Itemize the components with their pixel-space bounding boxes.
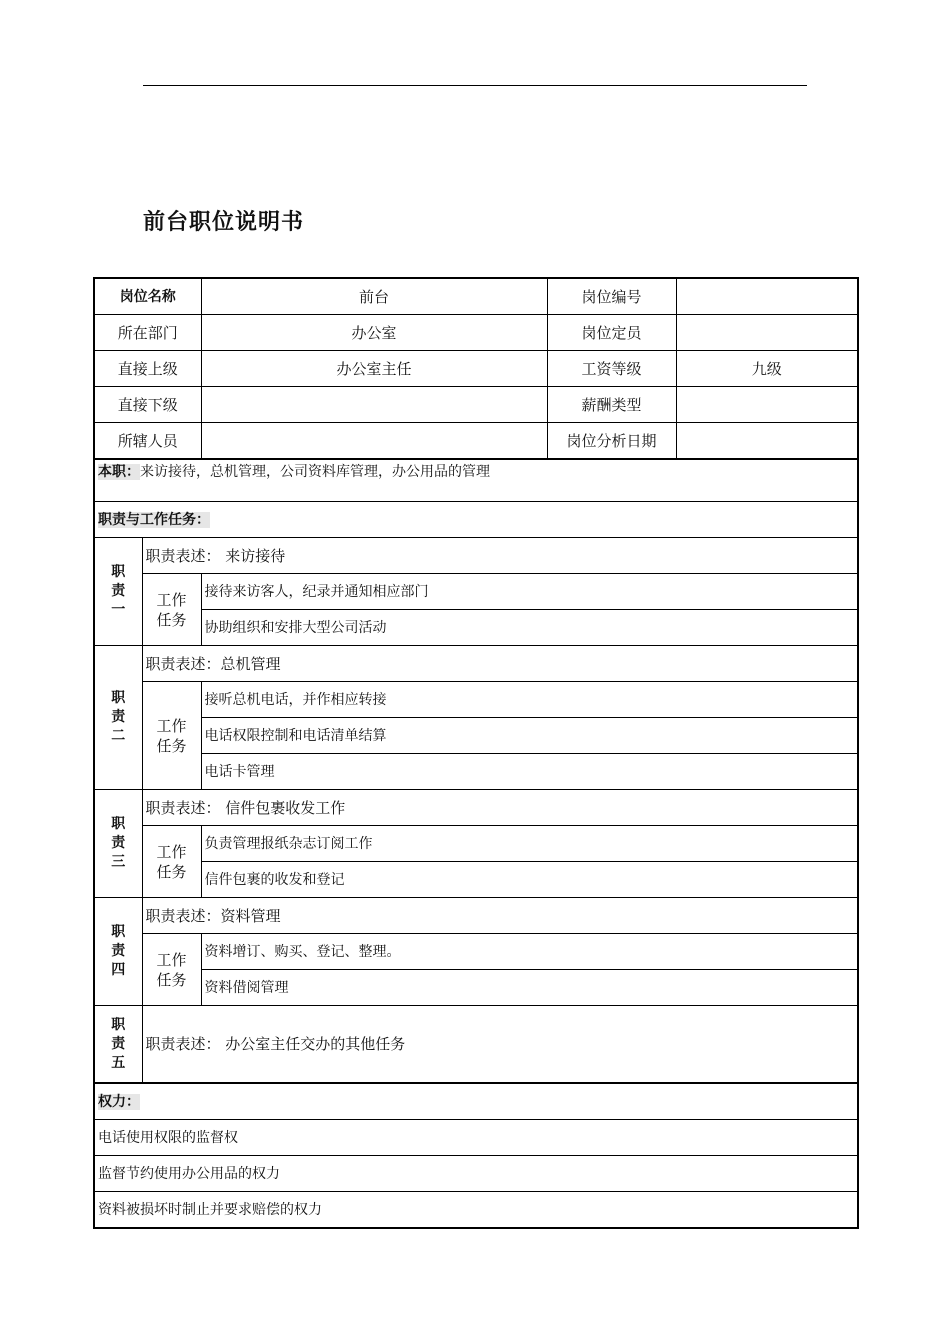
scope-row: [94, 459, 858, 502]
duty-label-3: 职 责 三: [94, 790, 142, 898]
subordinate-value: [201, 387, 547, 423]
position-name-value: 前台: [201, 278, 547, 315]
document-title: 前台职位说明书: [143, 210, 305, 235]
department-value: 办公室: [201, 315, 547, 351]
duties-heading-row: [94, 502, 858, 538]
headcount-value: [676, 315, 858, 351]
duty-4-task-1: 资料增订、购买、登记、整理。: [201, 934, 858, 970]
duty-label-4: 职 责 四: [94, 898, 142, 1006]
department-label: 所在部门: [94, 315, 201, 351]
staff-label: 所辖人员: [94, 423, 201, 460]
rights-row-3: [94, 1192, 858, 1229]
duty-4-task-2: 资料借阅管理: [201, 970, 858, 1006]
duty-block-4: [94, 898, 858, 1006]
rights-heading-cell: [94, 1083, 858, 1120]
grade-value: 九级: [676, 351, 858, 387]
duties-heading: 职责与工作任务：: [98, 511, 210, 528]
info-row-subordinate: [94, 387, 858, 423]
duty-block-1: [94, 538, 858, 646]
duty-2-task-3: 电话卡管理: [201, 754, 858, 790]
duty-label-1: 职 责 一: [94, 538, 142, 646]
duty-2-task-1: 接听总机电话，并作相应转接: [201, 682, 858, 718]
task-label-1: 工作 任务: [142, 574, 201, 646]
scope-text: 来访接待，总机管理，公司资料库管理，办公用品的管理: [140, 464, 490, 480]
rights-heading-row: [94, 1083, 858, 1120]
duty-1-task-1: 接待来访客人，纪录并通知相应部门: [201, 574, 858, 610]
subordinate-label: 直接下级: [94, 387, 201, 423]
duty-description-5: 职责表述： 办公室主任交办的其他任务: [142, 1006, 858, 1084]
header-rule: [143, 85, 807, 86]
right-item-1: 电话使用权限的监督权: [94, 1120, 858, 1156]
duties-heading-cell: [94, 502, 858, 538]
duty-description-1: 职责表述： 来访接待: [142, 538, 858, 574]
pay-type-label: 薪酬类型: [547, 387, 676, 423]
scope-cell: [94, 459, 858, 502]
duty-block-5: [94, 1006, 858, 1084]
right-item-2: 监督节约使用办公用品的权力: [94, 1156, 858, 1192]
duty-1-task-2: 协助组织和安排大型公司活动: [201, 610, 858, 646]
info-row-position: [94, 278, 858, 315]
info-row-superior: [94, 351, 858, 387]
superior-label: 直接上级: [94, 351, 201, 387]
duty-block-3: [94, 790, 858, 898]
duty-label-5: 职 责 五: [94, 1006, 142, 1084]
basic-info-table: [93, 277, 859, 1229]
duty-label-2: 职 责 二: [94, 646, 142, 790]
duty-3-task-1: 负责管理报纸杂志订阅工作: [201, 826, 858, 862]
info-row-department: [94, 315, 858, 351]
duty-block-2: [94, 646, 858, 790]
pay-type-value: [676, 387, 858, 423]
duty-2-task-2: 电话权限控制和电话清单结算: [201, 718, 858, 754]
duty-3-task-2: 信件包裹的收发和登记: [201, 862, 858, 898]
position-code-label: 岗位编号: [547, 278, 676, 315]
staff-value: [201, 423, 547, 460]
scope-label: 本职：: [98, 464, 140, 480]
duty-description-2: 职责表述：总机管理: [142, 646, 858, 682]
info-row-staff: [94, 423, 858, 460]
task-label-3: 工作 任务: [142, 826, 201, 898]
analysis-date-label: 岗位分析日期: [547, 423, 676, 460]
duty-description-3: 职责表述： 信件包裹收发工作: [142, 790, 858, 826]
rights-row-1: [94, 1120, 858, 1156]
task-label-2: 工作 任务: [142, 682, 201, 790]
position-code-value: [676, 278, 858, 315]
superior-value: 办公室主任: [201, 351, 547, 387]
position-name-label: 岗位名称: [94, 278, 201, 315]
duty-description-4: 职责表述：资料管理: [142, 898, 858, 934]
task-label-4: 工作 任务: [142, 934, 201, 1006]
grade-label: 工资等级: [547, 351, 676, 387]
job-description-sheet: [93, 277, 857, 1229]
rights-row-2: [94, 1156, 858, 1192]
rights-heading: 权力：: [98, 1093, 140, 1110]
headcount-label: 岗位定员: [547, 315, 676, 351]
analysis-date-value: [676, 423, 858, 460]
right-item-3: 资料被损坏时制止并要求赔偿的权力: [94, 1192, 858, 1229]
